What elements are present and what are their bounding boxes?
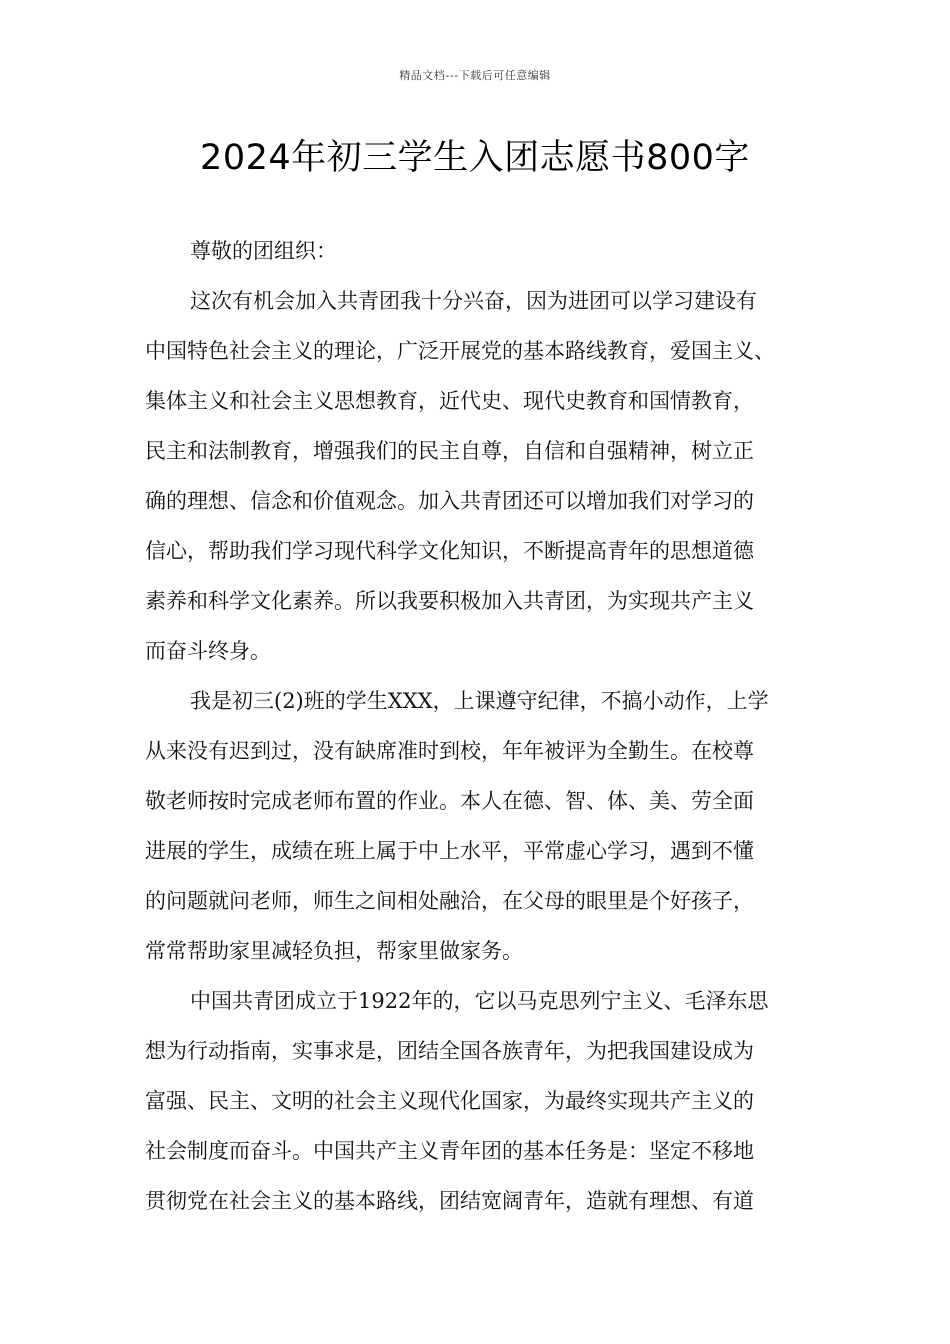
body-line: 集体主义和社会主义思想教育，近代史、现代史教育和国情教育，: [145, 389, 754, 413]
body-line: 民主和法制教育，增强我们的民主自尊，自信和自强精神，树立正: [145, 439, 754, 463]
body-line: 进展的学生，成绩在班上属于中上水平，平常虚心学习，遇到不懂: [145, 839, 754, 863]
body-line: 我是初三(2)班的学生XXX，上课遵守纪律，不搞小动作，上学: [190, 689, 769, 713]
header-note: 精品文档---下载后可任意编辑: [399, 69, 551, 82]
body-line: 素养和科学文化素养。所以我要积极加入共青团，为实现共产主义: [145, 589, 754, 613]
body-line: 常常帮助家里减轻负担，帮家里做家务。: [145, 939, 523, 963]
body-line: 信心，帮助我们学习现代科学文化知识，不断提高青年的思想道德: [145, 539, 754, 563]
body-line: 社会制度而奋斗。中国共产主义青年团的基本任务是：坚定不移地: [145, 1139, 754, 1163]
body-line: 富强、民主、文明的社会主义现代化国家，为最终实现共产主义的: [145, 1089, 754, 1113]
salutation: 尊敬的团组织：: [190, 239, 337, 263]
document-title: 2024年初三学生入团志愿书800字: [200, 138, 750, 178]
body-line: 确的理想、信念和价值观念。加入共青团还可以增加我们对学习的: [145, 489, 754, 513]
body-line: 敬老师按时完成老师布置的作业。本人在德、智、体、美、劳全面: [145, 789, 754, 813]
body-line: 贯彻党在社会主义的基本路线，团结宽阔青年，造就有理想、有道: [145, 1189, 754, 1213]
body-line: 从来没有迟到过，没有缺席准时到校，年年被评为全勤生。在校尊: [145, 739, 754, 763]
body-line: 这次有机会加入共青团我十分兴奋，因为进团可以学习建设有: [190, 289, 757, 313]
body-line: 中国共青团成立于1922年的，它以马克思列宁主义、毛泽东思: [190, 989, 769, 1013]
body-line: 中国特色社会主义的理论，广泛开展党的基本路线教育，爱国主义、: [145, 339, 775, 363]
body-line: 的问题就问老师，师生之间相处融洽，在父母的眼里是个好孩子，: [145, 889, 754, 913]
body-line: 想为行动指南，实事求是，团结全国各族青年，为把我国建设成为: [145, 1039, 754, 1063]
body-line: 而奋斗终身。: [145, 639, 271, 663]
